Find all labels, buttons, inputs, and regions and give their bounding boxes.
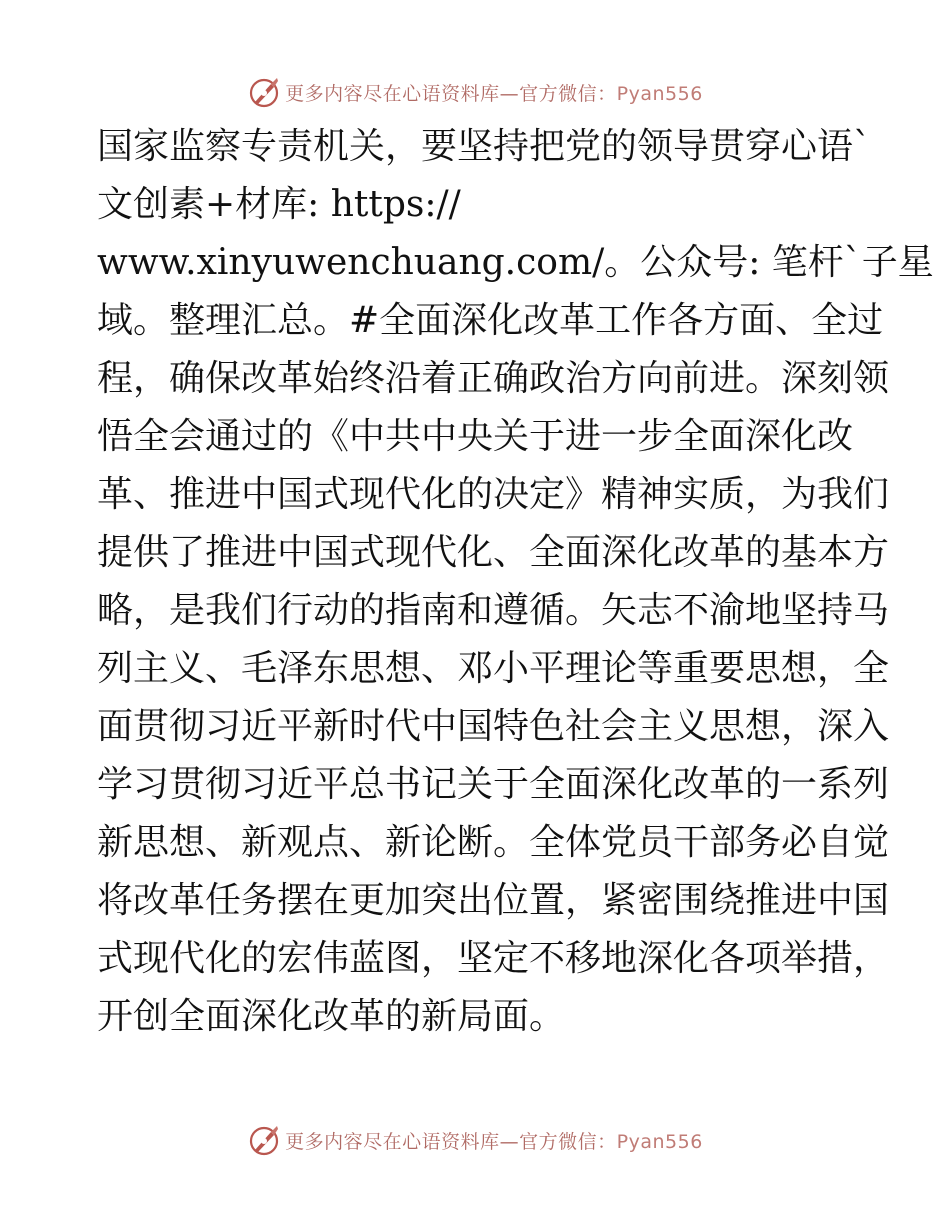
- body-line: 将改革任务摆在更加突出位置，紧密围绕推进中国: [97, 880, 890, 921]
- body-line: 新思想、新观点、新论断。全体党员干部务必自觉: [97, 822, 890, 863]
- body-line: 域。整理汇总。#全面深化改革工作各方面、全过: [97, 300, 884, 341]
- body-line: 程，确保改革始终沿着正确政治方向前进。深刻领: [97, 358, 890, 399]
- document-body: [97, 118, 934, 1046]
- body-line: 革、推进中国式现代化的决定》精神实质，为我们: [97, 474, 890, 515]
- body-line: 面贯彻习近平新时代中国特色社会主义思想，深入: [97, 706, 890, 747]
- body-line: 悟全会通过的《中共中央关于进一步全面深化改: [97, 416, 854, 457]
- footer-banner: [0, 1120, 950, 1160]
- body-line: 学习贯彻习近平总书记关于全面深化改革的一系列: [97, 764, 890, 805]
- header-banner: [0, 72, 950, 112]
- body-line: 文创素+材库: https://: [97, 184, 461, 225]
- body-line: 式现代化的宏伟蓝图，坚定不移地深化各项举措，: [97, 938, 890, 979]
- body-line: 国家监察专责机关，要坚持把党的领导贯穿心语`: [97, 126, 872, 167]
- body-line: 列主义、毛泽东思想、邓小平理论等重要思想，全: [97, 648, 890, 689]
- body-line: 略，是我们行动的指南和遵循。矢志不渝地坚持马: [97, 590, 890, 631]
- body-line: 开创全面深化改革的新局面。: [97, 996, 566, 1037]
- quill-pen-circle-icon: [247, 1123, 281, 1157]
- quill-pen-circle-icon: [247, 75, 281, 109]
- footer-banner-text: 更多内容尽在心语资料库—官方微信：Pyan556: [285, 1130, 703, 1153]
- header-banner-text: 更多内容尽在心语资料库—官方微信：Pyan556: [285, 82, 703, 105]
- body-line: www.xinyuwenchuang.com/。公众号: 笔杆`子星: [97, 242, 934, 283]
- body-line: 提供了推进中国式现代化、全面深化改革的基本方: [97, 532, 890, 573]
